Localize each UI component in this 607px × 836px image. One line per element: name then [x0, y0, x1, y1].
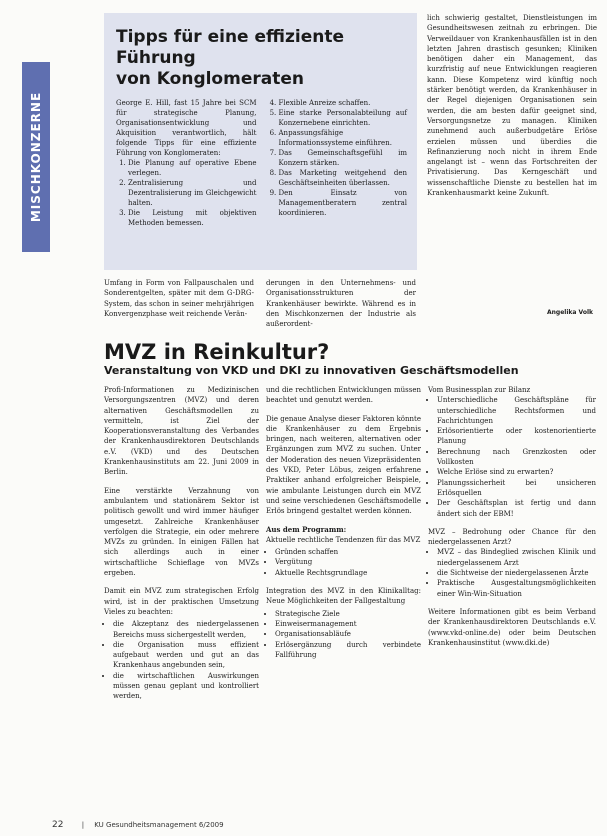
tips-item: 2. Zentralisierung und Dezentralisierung im Gleichgewicht halten. [128, 178, 257, 208]
list-item: • Erlösergänzung durch verbindete Fallführung [275, 640, 421, 661]
paragraph: Profi-Informationen zu Medizinischen Versorgungszentren (MVZ) und deren alternativen Geschäftsmodellen zu vermitteln, ist Ziel der Kooperationsveranstaltung des Verbandes der Krankenhausdirektoren Deutschlands e.V. (VKD) und des Deutschen Krankenhausinstituts am 22. Juni 2009 in Berlin. [104, 386, 259, 477]
tips-right-column [267, 98, 408, 228]
tips-item: 4. Flexible Anreize schaffen. [279, 98, 408, 108]
list-item: • Strategische Ziele [275, 609, 421, 619]
tips-intro: George E. Hill, fast 15 Jahre bei SCM für strategische Planung, Organisationsentwicklung und Akquisition verantwortlich, hält folgende Tipps für eine effiziente Führung von Konglomeraten: [116, 99, 257, 157]
tips-item: 5. Eine starke Personalabteilung auf Konzernebene einrichten. [279, 108, 408, 128]
list-item: • Erlösorientierte oder kostenorientierte Planung [437, 426, 596, 447]
list-item: • Der Geschäftsplan ist fertig und dann ändert sich der EBM! [437, 498, 596, 519]
list-item: • Organisationsabläufe [275, 629, 421, 639]
tips-item: 6. Anpassungsfähige Informationssysteme einführen. [279, 128, 408, 148]
program-heading: Aus dem Programm: [266, 524, 347, 534]
article-column-1 [104, 385, 259, 708]
tips-title: Tipps für eine effiziente Führung von Konglomeraten [116, 27, 345, 89]
paragraph: MVZ – Bedrohung oder Chance für den niedergelassenen Arzt? [428, 527, 596, 547]
tips-item: 1. Die Planung auf operative Ebene verlegen. [128, 158, 257, 178]
list-item: • Praktische Ausgestaltungsmöglichkeiten einer Win-Win-Situation [437, 578, 596, 599]
tips-box [104, 13, 417, 270]
paragraph: Eine verstärkte Verzahnung von ambulantem und stationärem Sektor ist politisch gewollt und wird immer häufiger umgesetzt. Zahlreiche Krankenhäuser verfolgen die Strategie, ein oder mehrere MVZs zu gründen. In einigen Fällen hat sich allerdings auch in einer wirtschaftliche Schieflage von MVZs ergeben. [104, 486, 259, 578]
tips-item: 7. Das Gemeinschaftsgefühl im Konzern stärken. [279, 148, 408, 168]
list-item: • die Organisation muss effizient aufgebaut werden und gut an das Krankenhaus angebunden sein, [113, 640, 259, 671]
paragraph: Weitere Informationen gibt es beim Verband der Krankenhausdirektoren Deutschlands e.V. (www.vkd-online.de) oder beim Deutschen Krankenhausinstitut (www.dki.de) [428, 607, 596, 647]
list-item: • Unterschiedliche Geschäftspläne für unterschiedliche Rechtsformen und Fachrichtungen [437, 395, 596, 426]
paragraph: Integration des MVZ in den Klinikalltag: Neue Möglichkeiten der Fallgestaltung [266, 587, 421, 606]
article-column-3 [428, 385, 596, 648]
list-item: • die Akzeptanz des niedergelassenen Bereichs muss sichergestellt werden, [113, 619, 259, 640]
previous-article-col2-end: derungen in den Unternehmens- und Organisationsstrukturen der Krankenhäuser bewirkte. Während es in den Mischkonzernen der Industrie als außerordent- [266, 279, 416, 329]
footer-divider: | [81, 821, 85, 829]
list-item: • Planungssicherheit bei unsicheren Erlösquellen [437, 478, 596, 499]
journal-name: KU Gesundheitsmanagement 6/2009 [94, 821, 224, 829]
paragraph: und die rechtlichen Entwicklungen müssen beachtet und genutzt werden. [266, 386, 421, 405]
article-title: MVZ in Reinkultur? [104, 340, 330, 364]
tips-item: 9. Den Einsatz von Managementberatern zentral koordinieren. [279, 188, 408, 218]
paragraph: Aktuelle rechtliche Tendenzen für das MVZ [266, 535, 421, 544]
list-item: • die Sichtweise der niedergelassenen Ärzte [437, 568, 596, 578]
page-footer [52, 820, 224, 830]
tips-left-column [116, 98, 257, 228]
list-item: • Welche Erlöse sind zu erwarten? [437, 467, 596, 477]
list-item: • Berechnung nach Grenzkosten oder Vollkosten [437, 447, 596, 468]
paragraph: Vom Businessplan zur Bilanz [428, 386, 531, 394]
section-label: MISCHKONZERNE [29, 91, 43, 223]
tips-item: 8. Das Marketing weitgehend den Geschäftseinheiten überlassen. [279, 168, 408, 188]
list-item: • Gründen schaffen [275, 547, 421, 557]
article-subtitle: Veranstaltung von VKD und DKI zu innovativen Geschäftsmodellen [104, 364, 519, 377]
section-sidebar [22, 62, 50, 252]
list-item: • Einweisermanagement [275, 619, 421, 629]
list-item: • die wirtschaftlichen Auswirkungen müssen genau geplant und kontrolliert werden, [113, 671, 259, 702]
paragraph: Damit ein MVZ zum strategischen Erfolg wird, ist in der praktischen Umsetzung Vieles zu beachten: [104, 587, 259, 616]
list-item: • MVZ – das Bindeglied zwischen Klinik und niedergelassenem Arzt [437, 547, 596, 568]
previous-article-col1-end: Umfang in Form von Fallpauschalen und Sonderentgelten, später mit dem G-DRG-System, das schon in seiner mehrjährigen Konvergenzphase weit reichende Verän- [104, 279, 254, 318]
list-item: • Aktuelle Rechtsgrundlage [275, 568, 421, 578]
article-column-2 [266, 385, 421, 666]
list-item: • Vergütung [275, 557, 421, 567]
page-number: 22 [52, 820, 64, 830]
tips-item: 3. Die Leistung mit objektiven Methoden bemessen. [128, 208, 257, 228]
paragraph: Die genaue Analyse dieser Faktoren könnte die Krankenhäuser zu dem Ergebnis bringen, nach weiteren, alternativen oder Ergänzungen zum MVZ zu suchen. Unter der Moderation des neuen Vizepräsidenten des VKD, Peter Löbus, zeigen erfahrene Praktiker anhand erfolgreicher Beispiele, wie ambulante Leistungen durch ein MVZ und seine verschiedenen Geschäftsmodelle Erlös bringend gestaltet werden können. [266, 414, 421, 516]
previous-article-right-column: lich schwierig gestaltet, Dienstleistungen im Gesundheitswesen zeitnah zu erbringen. Die Verweildauer von Krankenhausfällen ist in den letzten Jahren drastisch gesunken; Kliniken benötigen daher ein Management, das kurzfristig auf neue Entwicklungen reagieren kann. Diese Kompetenz wird künftig noch stärker benötigt werden, da Krankenhäuser in der Regel diejenigen Organisationen sein werden, die am besten dafür geeignet sind, Versorgungsnetze zu managen. Kliniken zunehmend auch außerbudgetäre Erlöse erzielen müssen und überdies die Refinanzierung noch nicht in ihrem Ende angelangt ist – wenn das Fortschreiten der Privatisierung. Das Kerngeschäft und wissenschaftliche Dienste zu bestellen hat im Krankenhausmarkt keine Zukunft. [427, 14, 597, 198]
author-byline: Angelika Volk [546, 309, 593, 316]
